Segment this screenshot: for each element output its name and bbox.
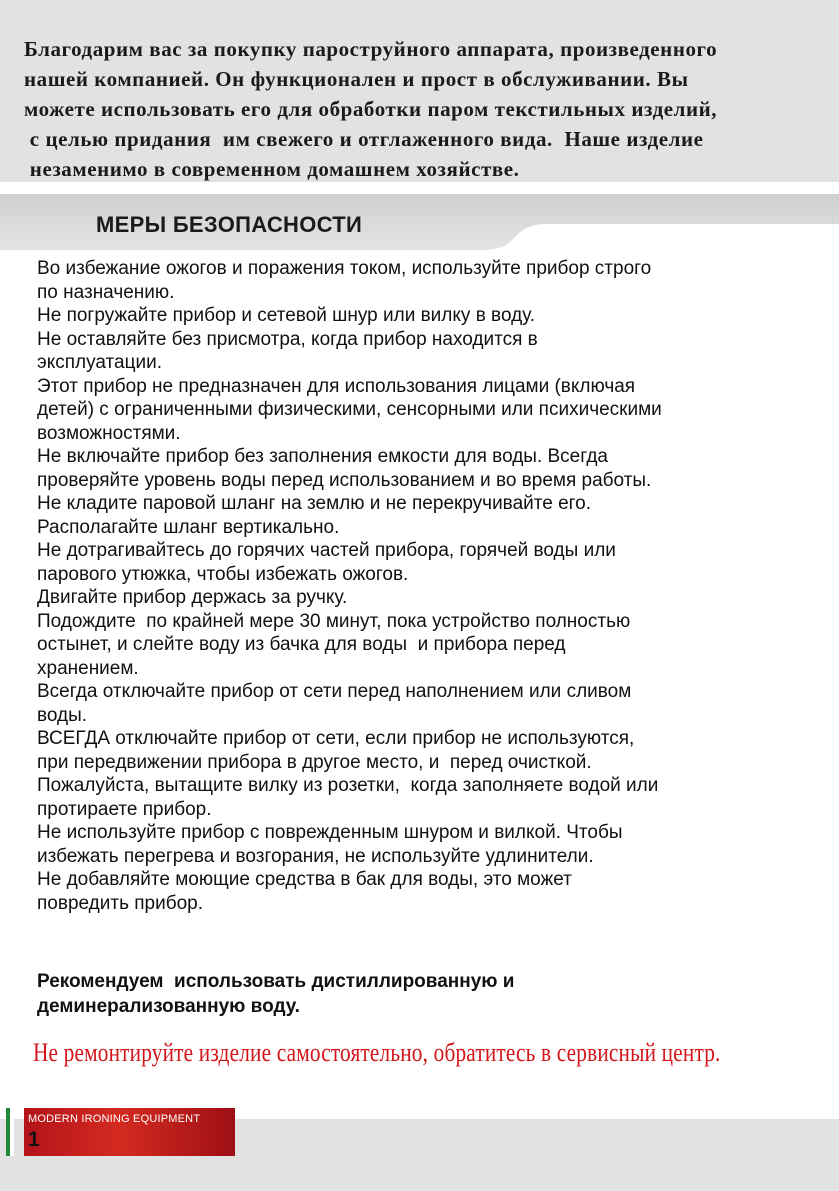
safety-rules: [37, 257, 827, 915]
rule-line: избежать перегрева и возгорания, не используйте удлинители.: [37, 845, 594, 867]
footer-white-stripe: [10, 1108, 14, 1156]
rule-line: парового утюжка, чтобы избежать ожогов.: [37, 563, 409, 585]
rule-line: Пожалуйста, вытащите вилку из розетки, когда заполняете водой или: [37, 775, 659, 796]
rule-line: Не используйте прибор с поврежденным шнуром и вилкой. Чтобы: [37, 822, 623, 843]
footer-label: MODERN IRONING EQUIPMENT: [28, 1113, 201, 1125]
recommendation-line: Рекомендуем использовать дистиллированную и: [37, 971, 515, 992]
repair-warning: Не ремонтируйте изделие самостоятельно, обратитесь в сервисный центр.: [33, 1038, 721, 1067]
rule-line: остынет, и слейте воду из бачка для воды и прибора перед: [37, 634, 566, 655]
rule-line: повредить прибор.: [37, 892, 204, 914]
rule-line: воды.: [37, 704, 88, 726]
rule-line: Не добавляйте моющие средства в бак для воды, это может: [37, 869, 572, 890]
rule-line: Всегда отключайте прибор от сети перед наполнением или сливом: [37, 681, 632, 702]
rule-line: при передвижении прибора в другое место, и перед очисткой.: [37, 751, 592, 773]
rule-line: Не включайте прибор без заполнения емкости для воды. Всегда: [37, 446, 608, 467]
intro-text: [24, 34, 829, 184]
intro-line: нашей компанией. Он функционален и прост в обслуживании. Вы: [24, 67, 689, 91]
rule-line: Двигайте прибор держась за ручку.: [37, 587, 348, 608]
rule-line: по назначению.: [37, 281, 175, 303]
recommendation: [37, 969, 827, 1019]
rule-line: проверяйте уровень воды перед использованием и во время работы.: [37, 469, 652, 491]
page-number: 1: [28, 1128, 40, 1151]
section-title: МЕРЫ БЕЗОПАСНОСТИ: [96, 212, 363, 237]
rule-line: Располагайте шланг вертикально.: [37, 516, 340, 538]
rule-line: Не кладите паровой шланг на землю и не перекручивайте его.: [37, 493, 592, 514]
rule-line: Не оставляйте без присмотра, когда прибор находится в: [37, 328, 538, 350]
rule-line: эксплуатации.: [37, 352, 162, 373]
rule-line: возможностями.: [37, 422, 181, 444]
rule-line: детей) с ограниченными физическими, сенсорными или психическими: [37, 399, 662, 420]
recommendation-line: деминерализованную воду.: [37, 996, 300, 1017]
rule-line: хранением.: [37, 657, 139, 679]
intro-line: можете использовать его для обработки паром текстильных изделий,: [24, 97, 718, 121]
intro-panel: [0, 0, 839, 182]
rule-line: Этот прибор не предназначен для использования лицами (включая: [37, 375, 636, 397]
rule-line: Во избежание ожогов и поражения током, используйте прибор строго: [37, 258, 652, 279]
intro-line: незаменимо в современном домашнем хозяйстве.: [24, 157, 520, 181]
rule-line: Не погружайте прибор и сетевой шнур или вилку в воду.: [37, 305, 536, 326]
rule-line: Подождите по крайней мере 30 минут, пока устройство полностью: [37, 610, 631, 632]
rule-line: Не дотрагивайтесь до горячих частей прибора, горячей воды или: [37, 540, 616, 561]
rule-line: протираете прибор.: [37, 798, 212, 820]
intro-line: с целью придания им свежего и отглаженного вида. Наше изделие: [24, 127, 704, 151]
rule-line: ВСЕГДА отключайте прибор от сети, если прибор не используются,: [37, 728, 635, 749]
intro-line: Благодарим вас за покупку пароструйного аппарата, произведенного: [24, 37, 718, 61]
